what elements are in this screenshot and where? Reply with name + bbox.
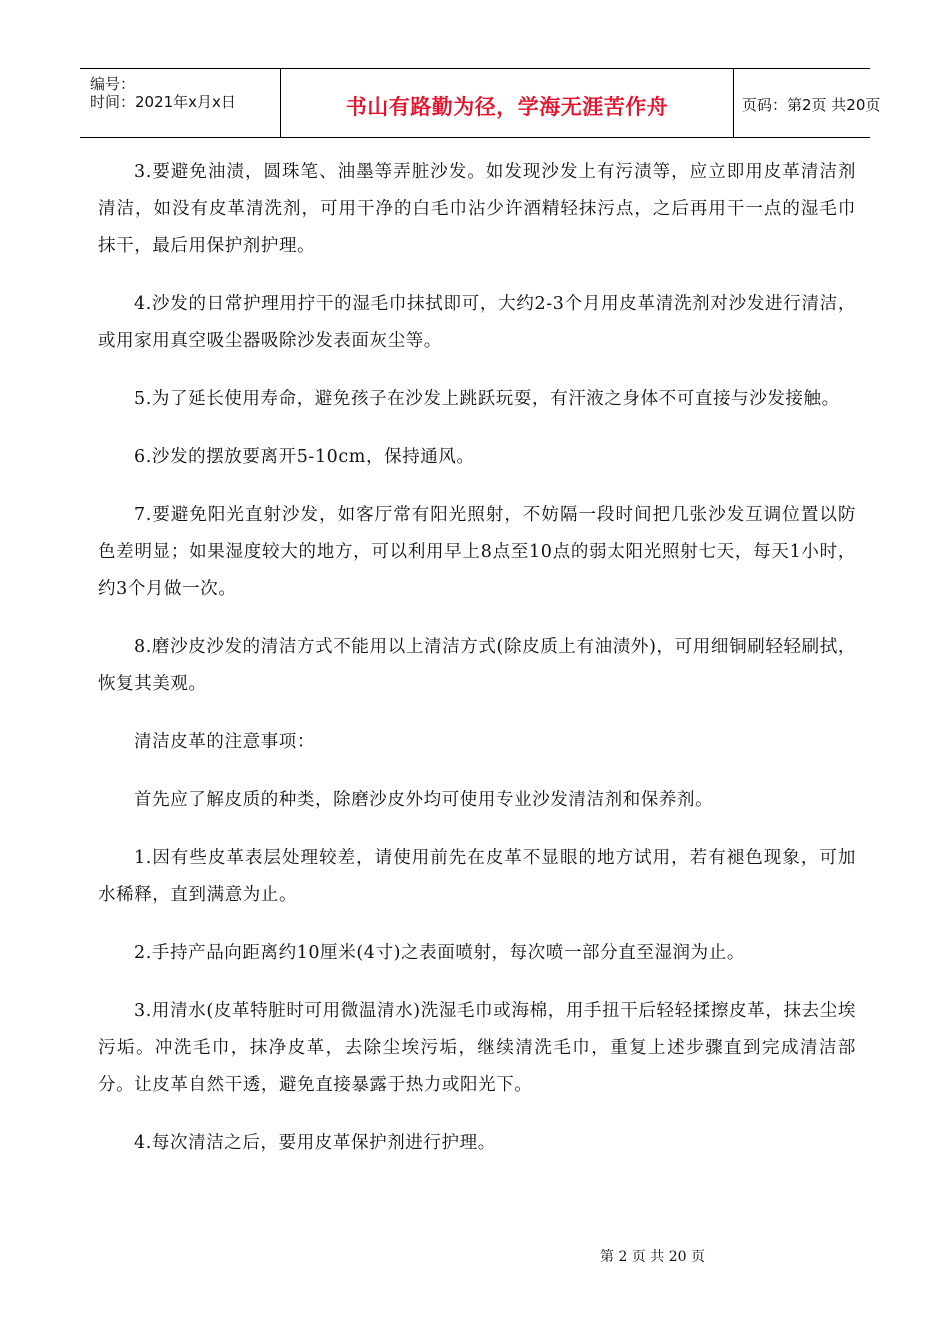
paragraph: 首先应了解皮质的种类，除磨沙皮外均可使用专业沙发清洁剂和保养剂。 [134,790,714,810]
paragraph: 7.要避免阳光直射沙发，如客厅常有阳光照射，不妨隔一段时间把几张沙发互调位置以防色差明显；如果湿度较大的地方，可以利用早上8点至10点的弱太阳光照射七天，每天1小时，约3个月做一次。 [98,505,856,599]
paragraph: 4.沙发的日常护理用拧干的湿毛巾抹拭即可，大约2-3个月用皮革清洗剂对沙发进行清洁，或用家用真空吸尘器吸除沙发表面灰尘等。 [98,294,856,351]
date-label: 时间：2021年x月x日 [90,93,236,111]
paragraph: 5.为了延长使用寿命，避免孩子在沙发上跳跃玩耍，有汗液之身体不可直接与沙发接触。 [134,389,840,409]
section-heading: 清洁皮革的注意事项： [134,732,315,752]
paragraph: 6.沙发的摆放要离开5-10cm，保持通风。 [134,447,475,467]
paragraph: 3.用清水(皮革特脏时可用微温清水)洗湿毛巾或海棉，用手扭干后轻轻揉擦皮革，抹去尘埃污垢。冲洗毛巾，抹净皮革，去除尘埃污垢，继续清洗毛巾，重复上述步骤直到完成清洁部分。让皮革自然干透，避免直接暴露于热力或阳光下。 [98,1001,856,1095]
serial-number-label: 编号： [90,75,136,93]
paragraph: 3.要避免油渍，圆珠笔、油墨等弄脏沙发。如发现沙发上有污渍等，应立即用皮革清洁剂清洁，如没有皮革清洗剂，可用干净的白毛巾沾少许酒精轻抹污点，之后再用干一点的湿毛巾抹干，最后用保护剂护理。 [98,162,856,256]
paragraph: 4.每次清洁之后，要用皮革保护剂进行护理。 [134,1133,496,1153]
paragraph: 8.磨沙皮沙发的清洁方式不能用以上清洁方式(除皮质上有油渍外)，可用细铜刷轻轻刷拭，恢复其美观。 [98,637,856,694]
document-body [98,154,856,1183]
paragraph: 2.手持产品向距离约10厘米(4寸)之表面喷射，每次喷一部分直至湿润为止。 [134,943,745,963]
header-motto-cell [280,69,734,137]
page-header [80,68,881,138]
page-code: 页码：第2页 共20页 [742,96,881,114]
paragraph: 1.因有些皮革表层处理较差，请使用前先在皮革不显眼的地方试用，若有褪色现象，可加水稀释，直到满意为止。 [98,848,856,905]
header-page-cell [733,69,881,137]
page-footer: 第 2 页 共 20 页 [600,1249,705,1265]
header-meta-cell [80,69,280,137]
motto-text: 书山有路勤为径，学海无涯苦作舟 [345,95,669,119]
